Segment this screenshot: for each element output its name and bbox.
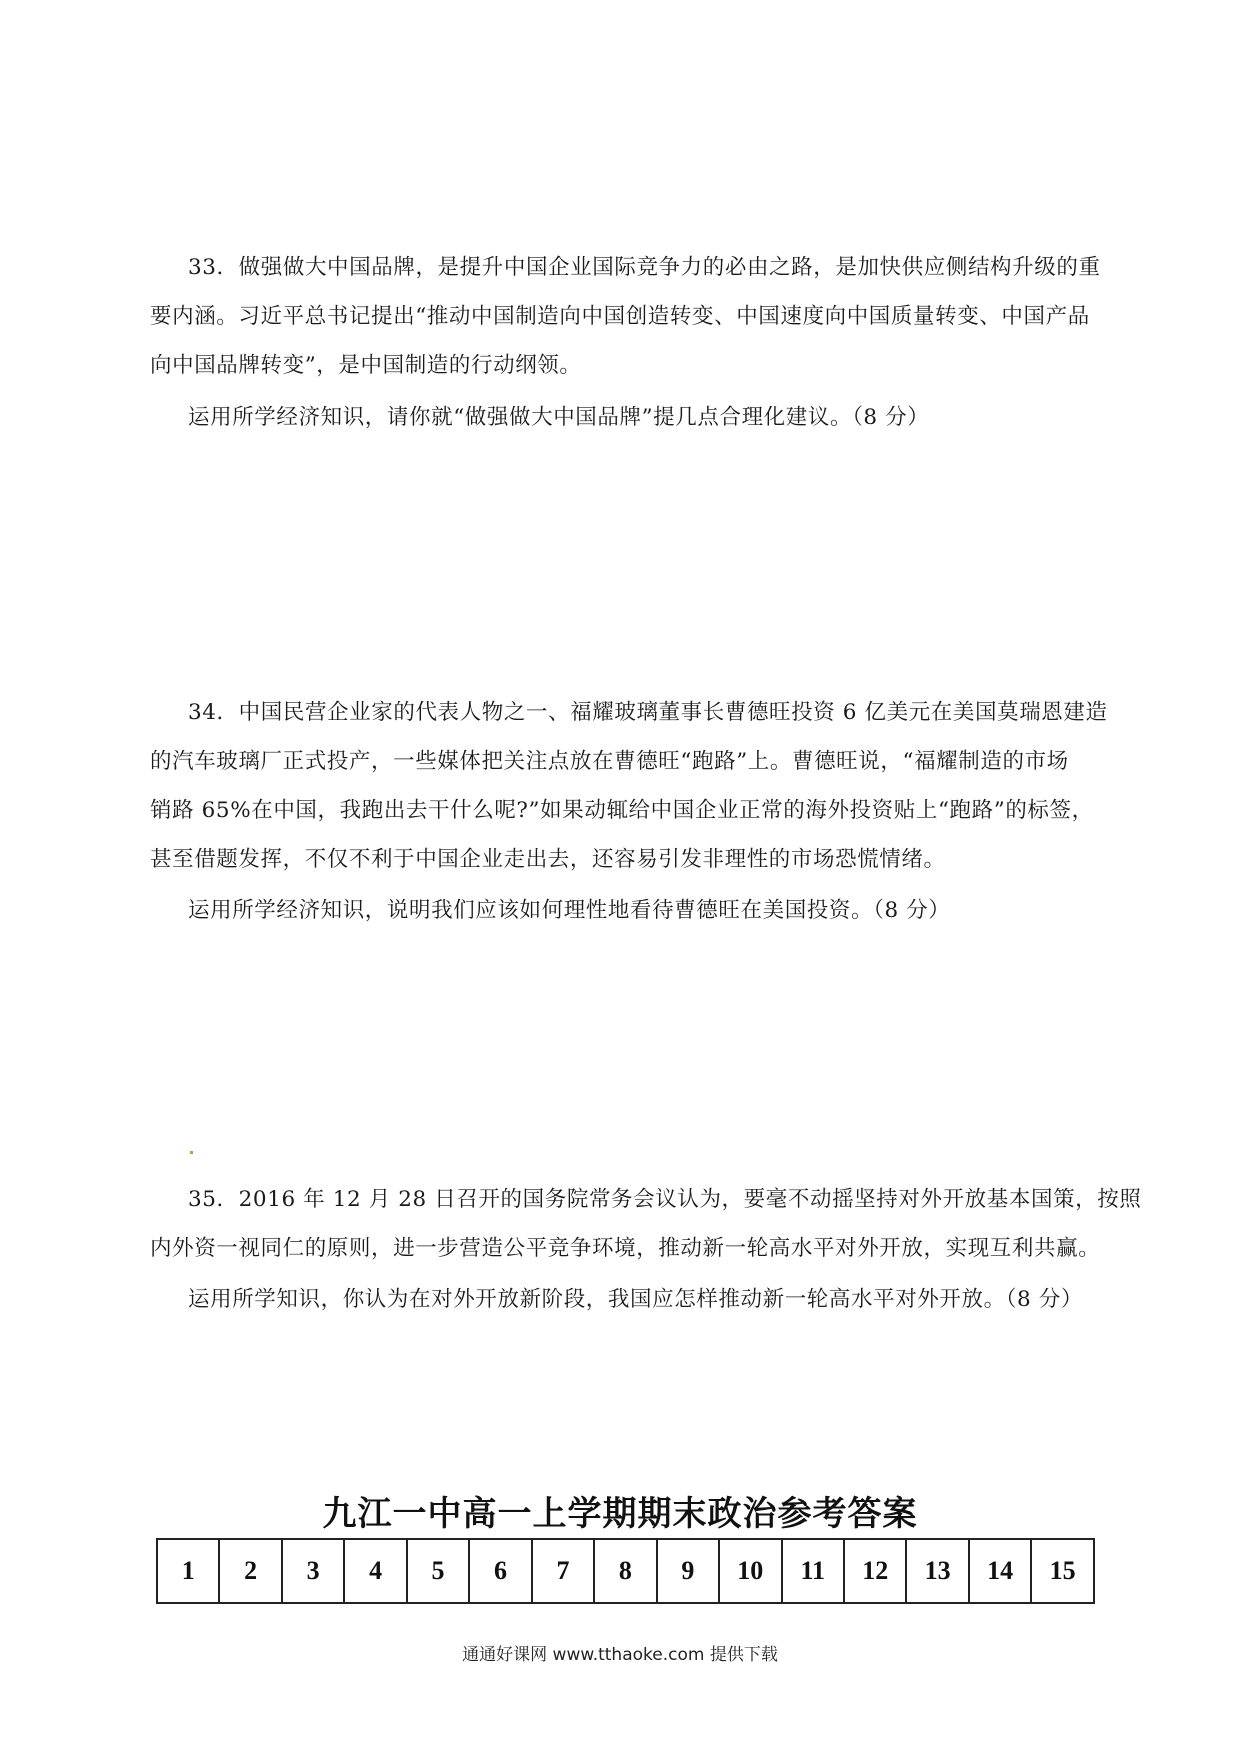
question-35 [150, 1185, 1142, 1315]
question-35-prompt: 运用所学知识，你认为在对外开放新阶段，我国应怎样推动新一轮高水平对外开放。（8 分） [188, 1287, 1083, 1312]
question-34-line-2: 的汽车玻璃厂正式投产，一些媒体把关注点放在曹德旺“跑路”上。曹德旺说，“福耀制造的市场 [150, 749, 1069, 774]
answer-number-cell: 14 [969, 1539, 1031, 1603]
question-34-prompt: 运用所学经济知识，说明我们应该如何理性地看待曹德旺在美国投资。（8 分） [188, 898, 951, 923]
question-33 [150, 253, 1101, 430]
question-33-line-3: 向中国品牌转变”，是中国制造的行动纲领。 [150, 353, 582, 378]
question-34 [150, 698, 1108, 938]
answer-number-cell: 5 [407, 1539, 469, 1603]
answer-number-cell: 10 [719, 1539, 781, 1603]
answer-number-cell: 13 [906, 1539, 968, 1603]
answer-key-title: 九江一中高一上学期期末政治参考答案 [322, 1494, 918, 1534]
question-34-line-4: 甚至借题发挥，不仅不利于中国企业走出去，还容易引发非理性的市场恐慌情绪。 [150, 847, 946, 872]
answer-number-cell: 1 [157, 1539, 219, 1603]
footer-watermark: 通通好课网 www.tthaoke.com 提供下载 [462, 1645, 778, 1665]
answer-number-cell: 3 [282, 1539, 344, 1603]
answer-number-cell: 8 [594, 1539, 656, 1603]
answer-number-cell: 11 [782, 1539, 844, 1603]
answer-key-table [156, 1538, 1095, 1604]
question-33-line-1: 33．做强做大中国品牌，是提升中国企业国际竞争力的必由之路，是加快供应侧结构升级的重 [188, 255, 1101, 280]
question-35-line-2: 内外资一视同仁的原则，进一步营造公平竞争环境，推动新一轮高水平对外开放，实现互利共赢。 [150, 1236, 1101, 1261]
question-34-line-3: 销路 65%在中国，我跑出去干什么呢?”如果动辄给中国企业正常的海外投资贴上“跑路”的标签， [150, 798, 1094, 823]
answer-number-cell: 2 [219, 1539, 281, 1603]
question-34-line-1: 34．中国民营企业家的代表人物之一、福耀玻璃董事长曹德旺投资 6 亿美元在美国莫瑞恩建造 [188, 700, 1108, 725]
answer-number-cell: 4 [344, 1539, 406, 1603]
answer-number-cell: 9 [657, 1539, 719, 1603]
answer-number-cell: 7 [532, 1539, 594, 1603]
answer-key-number-row [157, 1539, 1094, 1603]
answer-number-cell: 15 [1031, 1539, 1094, 1603]
question-33-line-2: 要内涵。习近平总书记提出“推动中国制造向中国创造转变、中国速度向中国质量转变、中国产品 [150, 304, 1090, 329]
answer-number-cell: 12 [844, 1539, 906, 1603]
question-35-line-1: 35．2016 年 12 月 28 日召开的国务院常务会议认为，要毫不动摇坚持对外开放基本国策，按照 [188, 1187, 1142, 1212]
answer-number-cell: 6 [469, 1539, 531, 1603]
question-33-prompt: 运用所学经济知识，请你就“做强做大中国品牌”提几点合理化建议。（8 分） [188, 405, 930, 430]
stray-mark [190, 1151, 193, 1154]
